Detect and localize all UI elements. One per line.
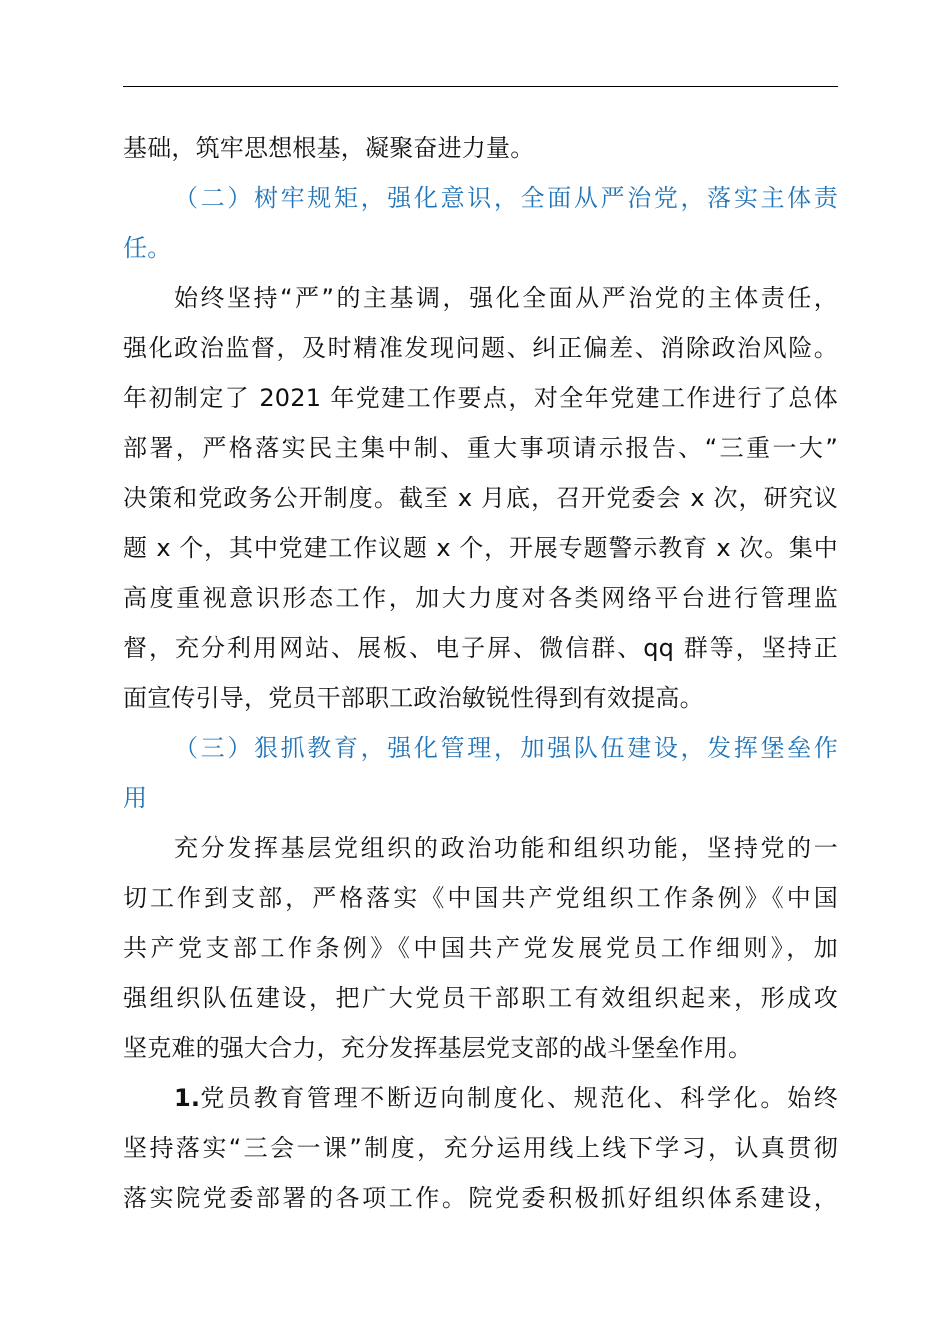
body-line: 年初制定了 2021 年党建工作要点，对全年党建工作进行了总体: [123, 384, 838, 412]
body-line: 题 x 个，其中党建工作议题 x 个，开展专题警示教育 x 次。集中: [123, 534, 838, 562]
body-line: 基础，筑牢思想根基，凝聚奋进力量。: [123, 134, 535, 162]
body-line: 强组织队伍建设，把广大党员干部职工有效组织起来，形成攻: [123, 984, 838, 1012]
body-line: 充分发挥基层党组织的政治功能和组织功能，坚持党的一: [174, 834, 838, 862]
section-heading-3-cont: 用: [123, 784, 148, 812]
item-number: 1.: [174, 1084, 201, 1112]
body-line: 落实院党委部署的各项工作。院党委积极抓好组织体系建设，: [123, 1184, 838, 1212]
body-line: 强化政治监督，及时精准发现问题、纠正偏差、消除政治风险。: [123, 334, 838, 362]
body-line: 坚持落实“三会一课”制度，充分运用线上线下学习，认真贯彻: [123, 1134, 838, 1162]
header-rule: [123, 86, 838, 87]
body-line: 高度重视意识形态工作，加大力度对各类网络平台进行管理监: [123, 584, 838, 612]
section-heading-3: （三）狠抓教育，强化管理，加强队伍建设，发挥堡垒作: [174, 734, 838, 762]
body-line: 督，充分利用网站、展板、电子屏、微信群、qq 群等，坚持正: [123, 634, 838, 662]
numbered-item-1: [174, 1081, 838, 1115]
body-line: 面宣传引导，党员干部职工政治敏锐性得到有效提高。: [123, 684, 704, 712]
section-heading-2-cont: 任。: [123, 234, 172, 262]
item-text: 党员教育管理不断迈向制度化、规范化、科学化。始终: [200, 1084, 838, 1112]
body-line: 切工作到支部，严格落实《中国共产党组织工作条例》《中国: [123, 884, 838, 912]
section-heading-2: （二）树牢规矩，强化意识，全面从严治党，落实主体责: [174, 184, 838, 212]
body-line: 坚克难的强大合力，充分发挥基层党支部的战斗堡垒作用。: [123, 1034, 753, 1062]
body-line: 共产党支部工作条例》《中国共产党发展党员工作细则》，加: [123, 934, 838, 962]
body-line: 始终坚持“严”的主基调，强化全面从严治党的主体责任，: [174, 284, 838, 312]
body-line: 部署，严格落实民主集中制、重大事项请示报告、“三重一大”: [123, 434, 838, 462]
body-line: 决策和党政务公开制度。截至 x 月底，召开党委会 x 次，研究议: [123, 484, 838, 512]
